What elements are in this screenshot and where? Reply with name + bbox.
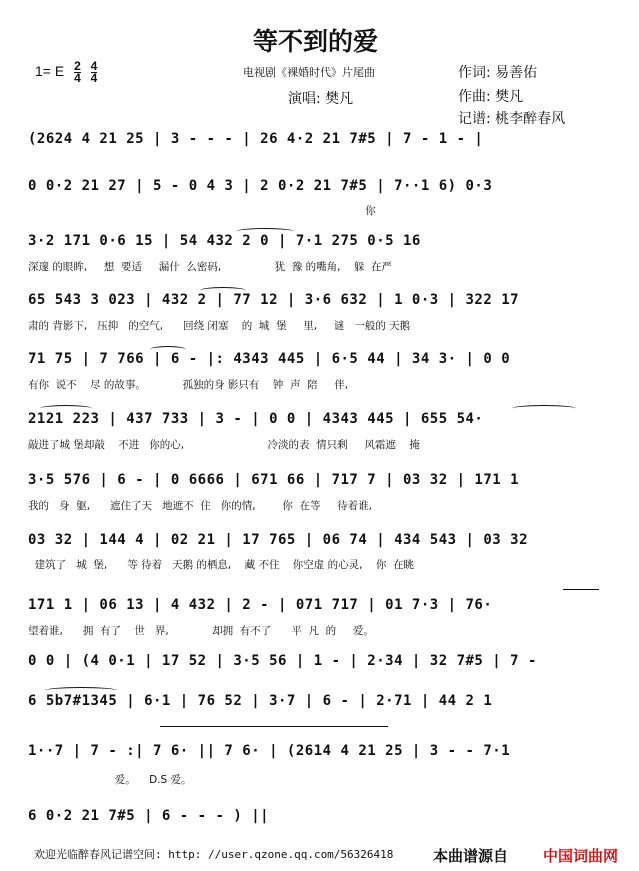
subtitle: 电视剧《裸婚时代》片尾曲 (243, 66, 375, 79)
notation-line: 171 1 | 06 13 | 4 432 | 2 - | 071 717 | 01 7·3 | 76· (28, 597, 493, 613)
score-row (28, 233, 603, 255)
footer-source: 本曲谱源自 (433, 847, 509, 865)
lyricist: 作词: 易善佑 (458, 65, 538, 81)
score-row (28, 178, 603, 200)
slur-mark (150, 346, 186, 353)
notation-line: 1··7 | 7 - :| 7 6· || 7 6· | (2614 4 21 25 | 3 - - 7·1 (28, 743, 511, 759)
lyric-line: 敲进了城 堡却敲 不进 你的心, 冷淡的表 情只剩 风霜遮 掩 (28, 439, 420, 451)
score-row (28, 653, 603, 675)
singer: 演唱: 樊凡 (288, 91, 354, 107)
slur-mark (40, 405, 92, 412)
song-title: 等不到的爱 (253, 27, 379, 56)
score-row (28, 472, 603, 494)
notation-line: 3·2 171 0·6 15 | 54 432 2 0 | 7·1 275 0·5 16 (28, 233, 421, 249)
score-row (28, 351, 603, 373)
key-label: 1= E (35, 63, 65, 80)
footer-site-logo: 中国词曲网 (543, 847, 619, 865)
notation-line: 6 0·2 21 7#5 | 6 - - - ) || (28, 808, 270, 824)
time2-numerator: 4 (90, 59, 98, 73)
composer: 作曲: 樊凡 (458, 89, 524, 105)
lyric-line: 你 (28, 205, 376, 217)
time-signature-1 (74, 61, 81, 84)
slur-mark (45, 687, 117, 694)
score-row (28, 693, 603, 715)
lyric-line: 肃的 背影下, 压抑 的空气, 回绕 闭塞 的 城 堡 里, 谜 一般的 天鹅 (28, 320, 411, 332)
score-row (28, 131, 603, 153)
slur-mark (200, 287, 246, 294)
volta-bracket (160, 726, 388, 727)
lyric-line: 爱。 D.S 爱。 (28, 774, 192, 786)
slur-mark (512, 405, 576, 412)
lyric-line: 建筑了 城 堡, 等 待着 天鹅 的栖息, 藏 不住 你空虚 的心灵, 你 在眺 (28, 559, 414, 571)
notation-line: (2624 4 21 25 | 3 - - - | 26 4·2 21 7#5 | 7 - 1 - | (28, 131, 484, 147)
score-row (28, 532, 603, 554)
notation-line: 6 5b7#1345 | 6·1 | 76 52 | 3·7 | 6 - | 2·71 | 44 2 1 (28, 693, 493, 709)
notation-line: 0 0·2 21 27 | 5 - 0 4 3 | 2 0·2 21 7#5 | 7··1 6) 0·3 (28, 178, 493, 194)
slur-mark (236, 228, 294, 235)
score-row (28, 808, 603, 830)
lyric-line: 深邃 的眼眸, 想 要适 漏什 么密码, 犹 豫 的嘴角, 躲 在严 (28, 261, 393, 273)
lyric-line: 我的 身 躯, 遮住了天 地遮不 住 你的情, 你 在等 待着谁, (28, 500, 372, 512)
lyric-line: 望着谁, 拥 有了 世 界, 却拥 有不了 平 凡 的 爱。 (28, 625, 374, 637)
footer-welcome: 欢迎光临醉春风记谱空间: http: //user.qzone.qq.com/56326418 (34, 848, 394, 861)
transcriber: 记谱: 桃李醉春风 (458, 111, 566, 127)
key-signature (35, 61, 97, 84)
notation-line: 71 75 | 7 766 | 6 - |: 4343 445 | 6·5 44 | 34 3· | 0 0 (28, 351, 511, 367)
score-row (28, 597, 603, 619)
notation-line: 2121 223 | 437 733 | 3 - | 0 0 | 4343 445 | 655 54· (28, 411, 484, 427)
time1-numerator: 2 (74, 59, 81, 73)
notation-line: 0 0 | (4 0·1 | 17 52 | 3·5 56 | 1 - | 2·34 | 32 7#5 | 7 - (28, 653, 537, 669)
notation-line: 65 543 3 023 | 432 2 | 77 12 | 3·6 632 | 1 0·3 | 322 17 (28, 292, 520, 308)
notation-line: 3·5 576 | 6 - | 0 6666 | 671 66 | 717 7 | 03 32 | 171 1 (28, 472, 520, 488)
score-row (28, 411, 603, 433)
time2-denominator: 4 (90, 71, 98, 85)
tuplet-bracket (563, 589, 599, 590)
time-signature-2 (91, 61, 98, 84)
time1-denominator: 4 (74, 71, 81, 85)
score-row (28, 743, 603, 765)
lyric-line: 有你 说不 尽 的故事。 孤独的身 影只有 钟 声 陪 伴, (28, 379, 349, 391)
score-row (28, 292, 603, 314)
notation-line: 03 32 | 144 4 | 02 21 | 17 765 | 06 74 | 434 543 | 03 32 (28, 532, 529, 548)
